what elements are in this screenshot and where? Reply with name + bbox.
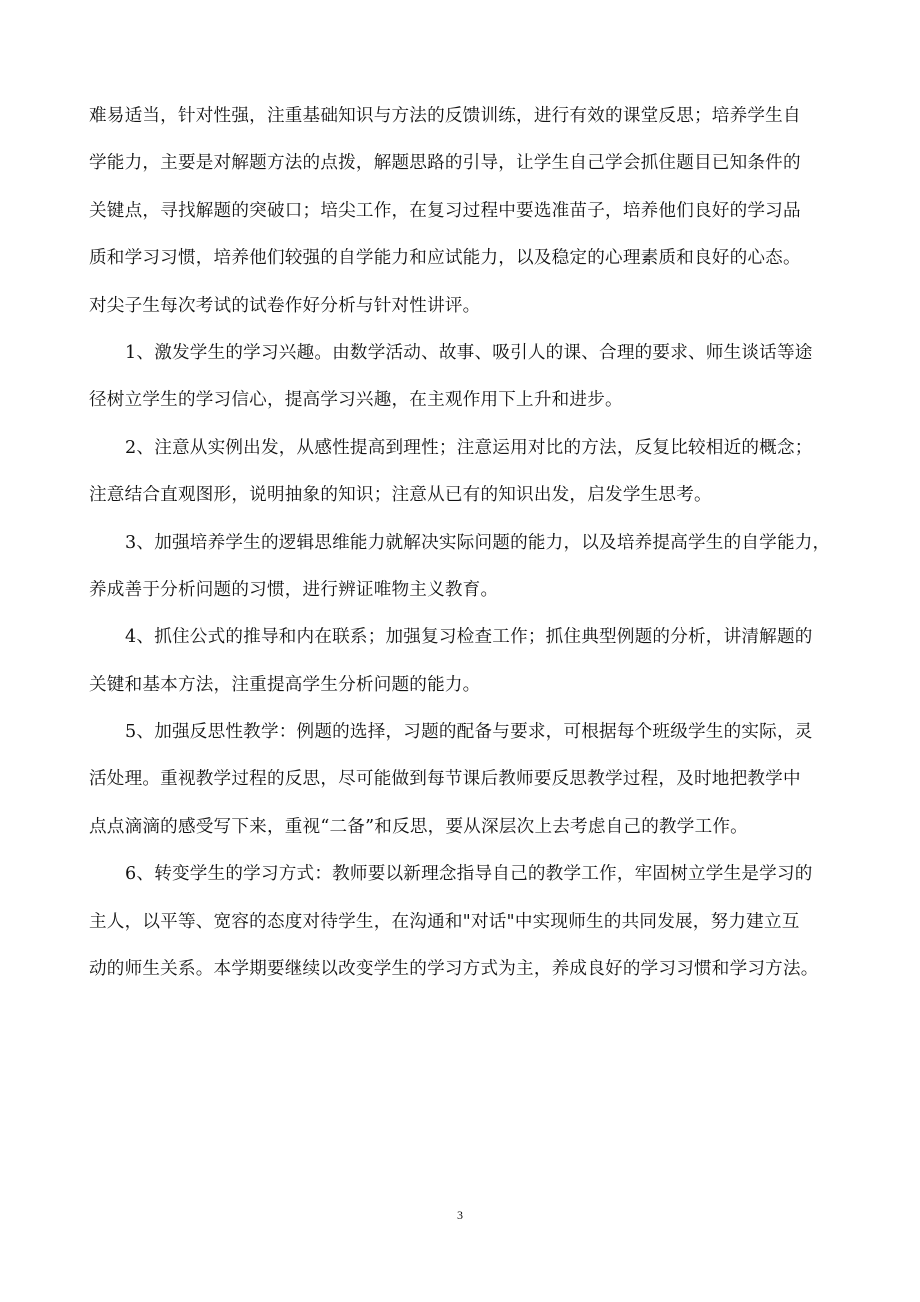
text-line: 点点滴滴的感受写下来，重视“二备”和反思，要从深层次上去考虑自己的教学工作。	[89, 816, 748, 837]
text-line: 难易适当，针对性强，注重基础知识与方法的反馈训练，进行有效的课堂反思；培养学生自	[89, 106, 801, 126]
text-line: 关键和基本方法，注重提高学生分析问题的能力。	[89, 674, 481, 695]
paragraph-4-line: 4、抓住公式的推导和内在联系；加强复习检查工作；抓住典型例题的分析，讲清解题的	[125, 627, 813, 648]
text-line: 养成善于分析问题的习惯，进行辨证唯物主义教育。	[89, 579, 499, 600]
paragraph-1-line: 1、激发学生的学习兴趣。由数学活动、故事、吸引人的课、合理的要求、师生谈话等途	[125, 342, 813, 363]
page-number: 3	[457, 1208, 463, 1222]
text-line: 主人，以平等、宽容的态度对待学生，在沟通和"对话"中实现师生的共同发展，努力建立互	[89, 911, 800, 932]
document-body	[89, 93, 834, 993]
paragraph-5-line: 5、加强反思性教学：例题的选择，习题的配备与要求，可根据每个班级学生的实际，灵	[125, 722, 813, 743]
text-line: 关键点，寻找解题的突破口；培尖工作，在复习过程中要选准苗子，培养他们良好的学习品	[89, 200, 801, 221]
text-line: 注意结合直观图形，说明抽象的知识；注意从已有的知识出发，启发学生思考。	[89, 485, 712, 506]
text-line: 学能力，主要是对解题方法的点拨，解题思路的引导，让学生自己学会抓住题目已知条件的	[89, 153, 801, 174]
text-line: 对尖子生每次考试的试卷作好分析与针对性讲评。	[89, 295, 481, 316]
text-line: 活处理。重视教学过程的反思，尽可能做到每节课后教师要反思教学过程，及时地把教学中	[89, 769, 801, 790]
text-line: 动的师生关系。本学期要继续以改变学生的学习方式为主，养成良好的学习习惯和学习方法。	[89, 959, 819, 980]
paragraph-2-line: 2、注意从实例出发，从感性提高到理性；注意运用对比的方法，反复比较相近的概念；	[125, 437, 813, 458]
text-line: 质和学习习惯，培养他们较强的自学能力和应试能力，以及稳定的心理素质和良好的心态。	[89, 248, 801, 269]
paragraph-3-line: 3、加强培养学生的逻辑思维能力就解决实际问题的能力，以及培养提高学生的自学能力，	[125, 532, 831, 553]
text-line: 径树立学生的学习信心，提高学习兴趣，在主观作用下上升和进步。	[89, 390, 623, 411]
paragraph-6-line: 6、转变学生的学习方式：教师要以新理念指导自己的教学工作，牢固树立学生是学习的	[125, 864, 813, 885]
